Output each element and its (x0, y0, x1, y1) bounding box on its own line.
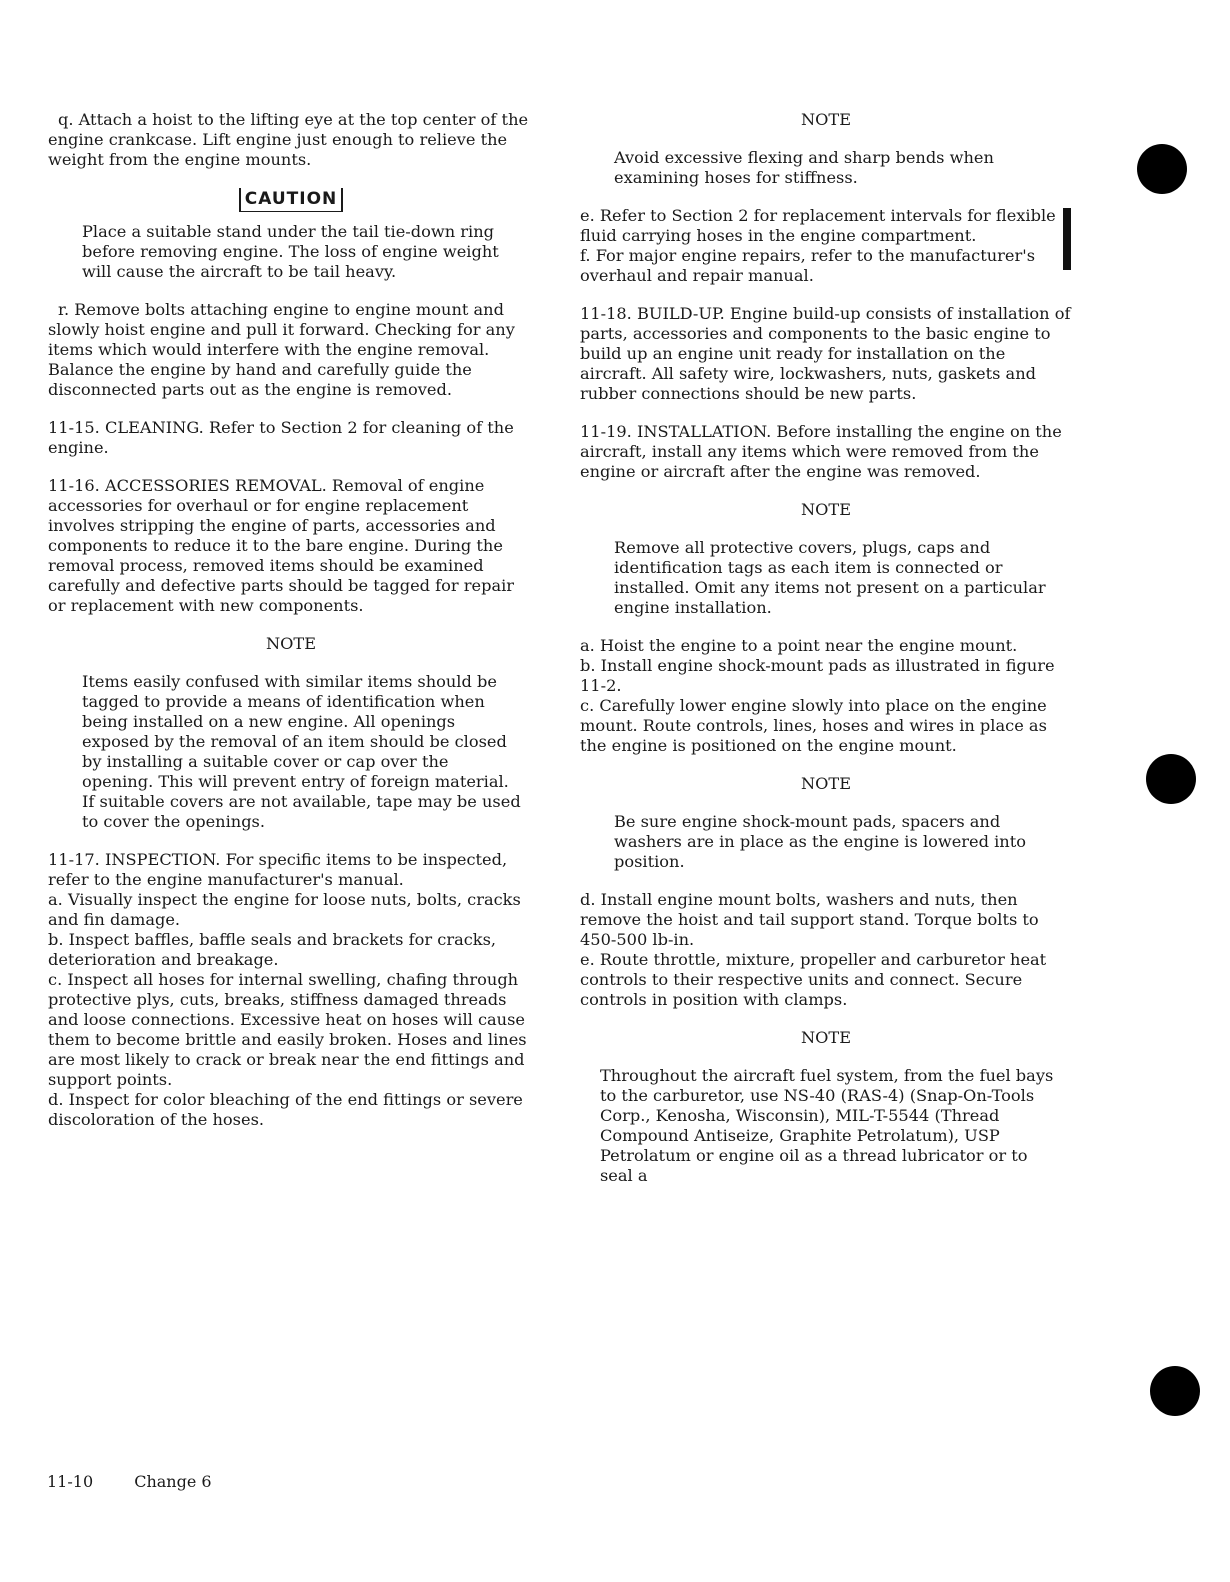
binder-hole (1137, 144, 1187, 194)
page-number: 11-10 (47, 1472, 94, 1491)
note-heading: NOTE (800, 110, 852, 129)
note-heading: NOTE (800, 500, 852, 519)
section-11-17-intro: 11-17. INSPECTION. For specific items to be inspected, refer to the engine manufacturer's manual. (48, 850, 508, 889)
step-e: e. Refer to Section 2 for replacement intervals for flexible fluid carrying hoses in the engine compartment. (580, 206, 1056, 245)
caution-box (48, 188, 534, 212)
change-label: Change 6 (134, 1472, 212, 1491)
caution-label: CAUTION (239, 188, 344, 212)
step-d: d. Inspect for color bleaching of the end fittings or severe discoloration of the hoses. (48, 1090, 523, 1129)
install-steps-d-e (580, 890, 1072, 1010)
left-column (48, 110, 534, 1148)
step-q: q. Attach a hoist to the lifting eye at the top center of the engine crankcase. Lift engine just enough to relieve the weight from the engine mounts. (48, 110, 529, 169)
step-b: b. Inspect baffles, baffle seals and brackets for cracks, deterioration and breakage. (48, 930, 497, 969)
steps-e-f (580, 206, 1072, 286)
step-e: e. Route throttle, mixture, propeller and carburetor heat controls to their respective units and connect. Secure controls in position with clamps. (580, 950, 1047, 1009)
change-bar (1063, 208, 1071, 270)
section-11-18: 11-18. BUILD-UP. Engine build-up consists of installation of parts, accessories and components to the basic engine to build up an engine unit ready for installation on the aircraft. All safety wire, lockwashers, nuts, gaskets and rubber connections should be new parts. (580, 304, 1071, 403)
step-a: a. Visually inspect the engine for loose nuts, bolts, cracks and fin damage. (48, 890, 521, 929)
step-b: b. Install engine shock-mount pads as illustrated in figure 11-2. (580, 656, 1055, 695)
binder-hole (1150, 1366, 1200, 1416)
note-text: Remove all protective covers, plugs, caps and identification tags as each item is connected or installed. Omit any items not present on a particular engine installation. (614, 538, 1046, 617)
step-f: f. For major engine repairs, refer to the manufacturer's overhaul and repair manual. (580, 246, 1035, 285)
note-text: Items easily confused with similar items should be tagged to provide a means of identification when being installed on a new engine. All openings exposed by the removal of an item should be closed by installing a suitable cover or cap over the opening. This will prevent entry of foreign material. If suitable covers are not available, tape may be used to cover the openings. (82, 672, 521, 831)
caution-text: Place a suitable stand under the tail tie-down ring before removing engine. The loss of engine weight will cause the aircraft to be tail heavy. (82, 222, 499, 281)
note-heading: NOTE (800, 774, 852, 793)
section-11-17 (48, 850, 534, 1130)
step-c: c. Inspect all hoses for internal swelling, chafing through protective plys, cuts, breaks, stiffness damaged threads and loose connections. Excessive heat on hoses will cause them to become brittle and easily broken. Hoses and lines are most likely to crack or break near the end fittings and support points. (48, 970, 527, 1089)
step-c: c. Carefully lower engine slowly into place on the engine mount. Route controls, lines, hoses and wires in place as the engine is positioned on the engine mount. (580, 696, 1047, 755)
step-a: a. Hoist the engine to a point near the engine mount. (580, 636, 1018, 655)
section-11-19: 11-19. INSTALLATION. Before installing the engine on the aircraft, install any items which were removed from the engine or aircraft after the engine was removed. (580, 422, 1062, 481)
section-11-16: 11-16. ACCESSORIES REMOVAL. Removal of engine accessories for overhaul or for engine replacement involves stripping the engine of parts, accessories and components to reduce it to the bare engine. During the removal process, removed items should be examined carefully and defective parts should be tagged for repair or replacement with new components. (48, 476, 515, 615)
note-text: Avoid excessive flexing and sharp bends when examining hoses for stiffness. (614, 148, 994, 187)
section-11-15: 11-15. CLEANING. Refer to Section 2 for cleaning of the engine. (48, 418, 514, 457)
install-steps-a-c (580, 636, 1072, 756)
note-text: Be sure engine shock-mount pads, spacers and washers are in place as the engine is lowered into position. (614, 812, 1026, 871)
step-d: d. Install engine mount bolts, washers and nuts, then remove the hoist and tail support stand. Torque bolts to 450-500 lb-in. (580, 890, 1039, 949)
page-footer (47, 1472, 248, 1492)
note-heading: NOTE (800, 1028, 852, 1047)
note-heading: NOTE (265, 634, 317, 653)
step-r: r. Remove bolts attaching engine to engine mount and slowly hoist engine and pull it forward. Checking for any items which would interfere with the engine removal. Balance the engine by hand and carefully guide the disconnected parts out as the engine is removed. (48, 300, 515, 399)
right-column (580, 110, 1072, 1204)
note-text: Throughout the aircraft fuel system, from the fuel bays to the carburetor, use NS-40 (RAS-4) (Snap-On-Tools Corp., Kenosha, Wisconsin), MIL-T-5544 (Thread Compound Antiseize, Graphite Petrolatum), USP Petrolatum or engine oil as a thread lubricator or to seal a (600, 1066, 1054, 1185)
binder-hole (1146, 754, 1196, 804)
